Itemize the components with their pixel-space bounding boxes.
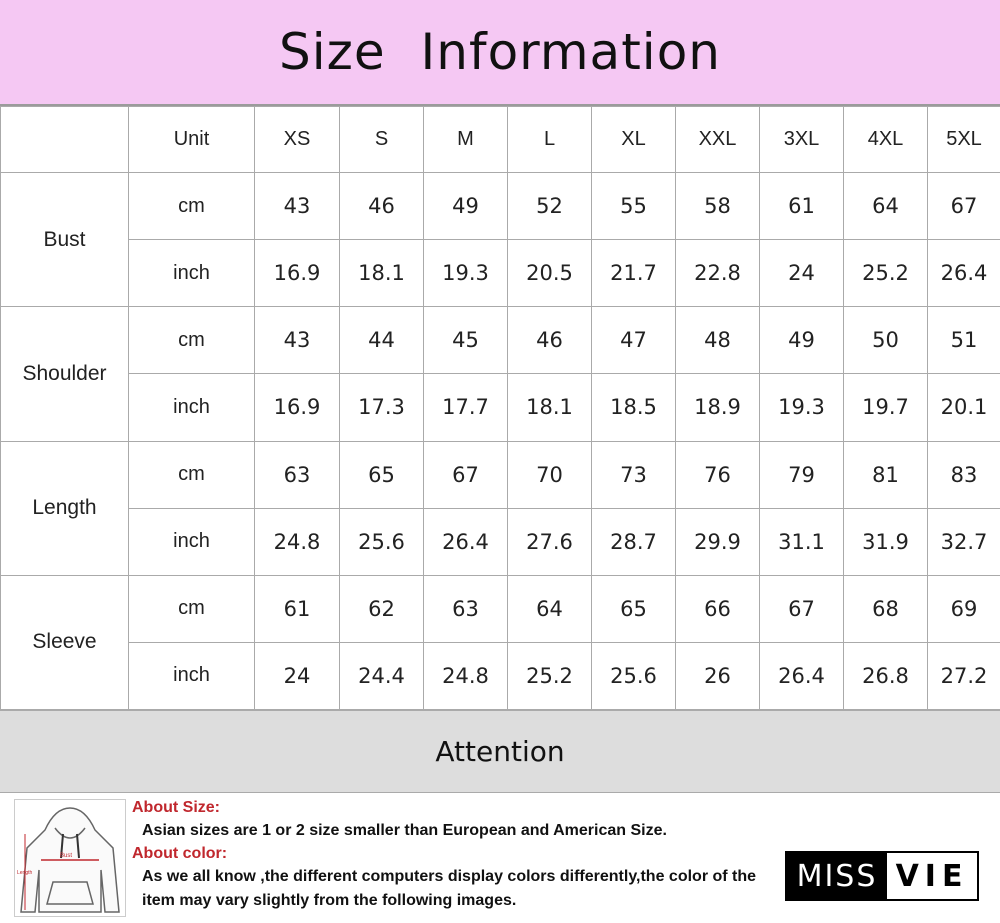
value-cell: 16.9 [255,240,340,307]
value-cell: 31.9 [844,508,928,575]
value-cell: 24 [760,240,844,307]
value-cell: 20.5 [508,240,592,307]
value-cell: 29.9 [676,508,760,575]
bust-measure-label: Bust [60,853,73,859]
value-cell: 32.7 [928,508,1000,575]
value-cell: 19.3 [760,374,844,441]
value-cell: 24.8 [255,508,340,575]
size-header-xxl: XXL [676,107,760,173]
value-cell: 48 [676,307,760,374]
value-cell: 45 [424,307,508,374]
unit-cell: inch [129,642,255,709]
unit-cell: cm [129,575,255,642]
page-title: Size Information [279,23,721,81]
value-cell: 43 [255,173,340,240]
value-cell: 58 [676,173,760,240]
value-cell: 81 [844,441,928,508]
value-cell: 49 [424,173,508,240]
table-row [1,173,1000,240]
value-cell: 64 [844,173,928,240]
corner-cell [1,107,129,173]
value-cell: 19.7 [844,374,928,441]
value-cell: 79 [760,441,844,508]
value-cell: 83 [928,441,1000,508]
value-cell: 18.5 [592,374,676,441]
table-row [1,508,1000,575]
measure-label-sleeve: Sleeve [1,575,129,709]
table-row [1,374,1000,441]
value-cell: 63 [255,441,340,508]
value-cell: 25.2 [508,642,592,709]
size-header-s: S [340,107,424,173]
value-cell: 50 [844,307,928,374]
value-cell: 27.2 [928,642,1000,709]
hoodie-measure-icon [14,799,126,917]
value-cell: 70 [508,441,592,508]
value-cell: 25.6 [340,508,424,575]
size-header-l: L [508,107,592,173]
value-cell: 18.1 [508,374,592,441]
value-cell: 62 [340,575,424,642]
value-cell: 43 [255,307,340,374]
value-cell: 64 [508,575,592,642]
size-header-4xl: 4XL [844,107,928,173]
value-cell: 21.7 [592,240,676,307]
unit-cell: inch [129,374,255,441]
size-header-m: M [424,107,508,173]
size-table [0,106,1000,710]
value-cell: 28.7 [592,508,676,575]
unit-cell: inch [129,508,255,575]
value-cell: 22.8 [676,240,760,307]
table-row [1,441,1000,508]
value-cell: 16.9 [255,374,340,441]
table-row [1,240,1000,307]
value-cell: 47 [592,307,676,374]
value-cell: 27.6 [508,508,592,575]
unit-cell: cm [129,307,255,374]
logo-left: MISS [787,853,887,899]
value-cell: 17.7 [424,374,508,441]
title-banner [0,0,1000,106]
value-cell: 19.3 [424,240,508,307]
value-cell: 46 [340,173,424,240]
value-cell: 26.4 [928,240,1000,307]
length-measure-label: Length [17,870,33,876]
value-cell: 26.4 [760,642,844,709]
value-cell: 17.3 [340,374,424,441]
value-cell: 63 [424,575,508,642]
value-cell: 66 [676,575,760,642]
size-header-xs: XS [255,107,340,173]
about-color-title: About color: [132,845,228,862]
value-cell: 65 [592,575,676,642]
value-cell: 61 [255,575,340,642]
attention-banner [0,710,1000,793]
value-cell: 25.2 [844,240,928,307]
value-cell: 20.1 [928,374,1000,441]
logo-right: VIE [895,858,969,894]
value-cell: 61 [760,173,844,240]
unit-cell: cm [129,441,255,508]
value-cell: 49 [760,307,844,374]
value-cell: 26.4 [424,508,508,575]
value-cell: 26.8 [844,642,928,709]
value-cell: 69 [928,575,1000,642]
value-cell: 73 [592,441,676,508]
value-cell: 68 [844,575,928,642]
value-cell: 31.1 [760,508,844,575]
unit-header: Unit [129,107,255,173]
value-cell: 25.6 [592,642,676,709]
value-cell: 67 [424,441,508,508]
table-row [1,642,1000,709]
value-cell: 52 [508,173,592,240]
about-color-text-2: item may vary slightly from the following images. [142,892,517,909]
brand-logo [785,851,979,901]
value-cell: 44 [340,307,424,374]
value-cell: 18.1 [340,240,424,307]
value-cell: 67 [928,173,1000,240]
value-cell: 65 [340,441,424,508]
unit-cell: cm [129,173,255,240]
about-color-text-1: As we all know ,the different computers display colors differently,the color of the [142,868,757,885]
attention-heading: Attention [435,735,565,768]
size-header-5xl: 5XL [928,107,1000,173]
about-size-title: About Size: [132,799,220,816]
value-cell: 24 [255,642,340,709]
about-size-text: Asian sizes are 1 or 2 size smaller than European and American Size. [142,822,667,839]
value-cell: 24.4 [340,642,424,709]
unit-cell: inch [129,240,255,307]
table-row [1,575,1000,642]
value-cell: 46 [508,307,592,374]
size-header-3xl: 3XL [760,107,844,173]
value-cell: 24.8 [424,642,508,709]
measure-label-shoulder: Shoulder [1,307,129,441]
table-row [1,307,1000,374]
value-cell: 18.9 [676,374,760,441]
value-cell: 67 [760,575,844,642]
table-header-row [1,107,1000,173]
measure-label-bust: Bust [1,173,129,307]
value-cell: 26 [676,642,760,709]
value-cell: 76 [676,441,760,508]
measure-label-length: Length [1,441,129,575]
size-header-xl: XL [592,107,676,173]
value-cell: 55 [592,173,676,240]
value-cell: 51 [928,307,1000,374]
